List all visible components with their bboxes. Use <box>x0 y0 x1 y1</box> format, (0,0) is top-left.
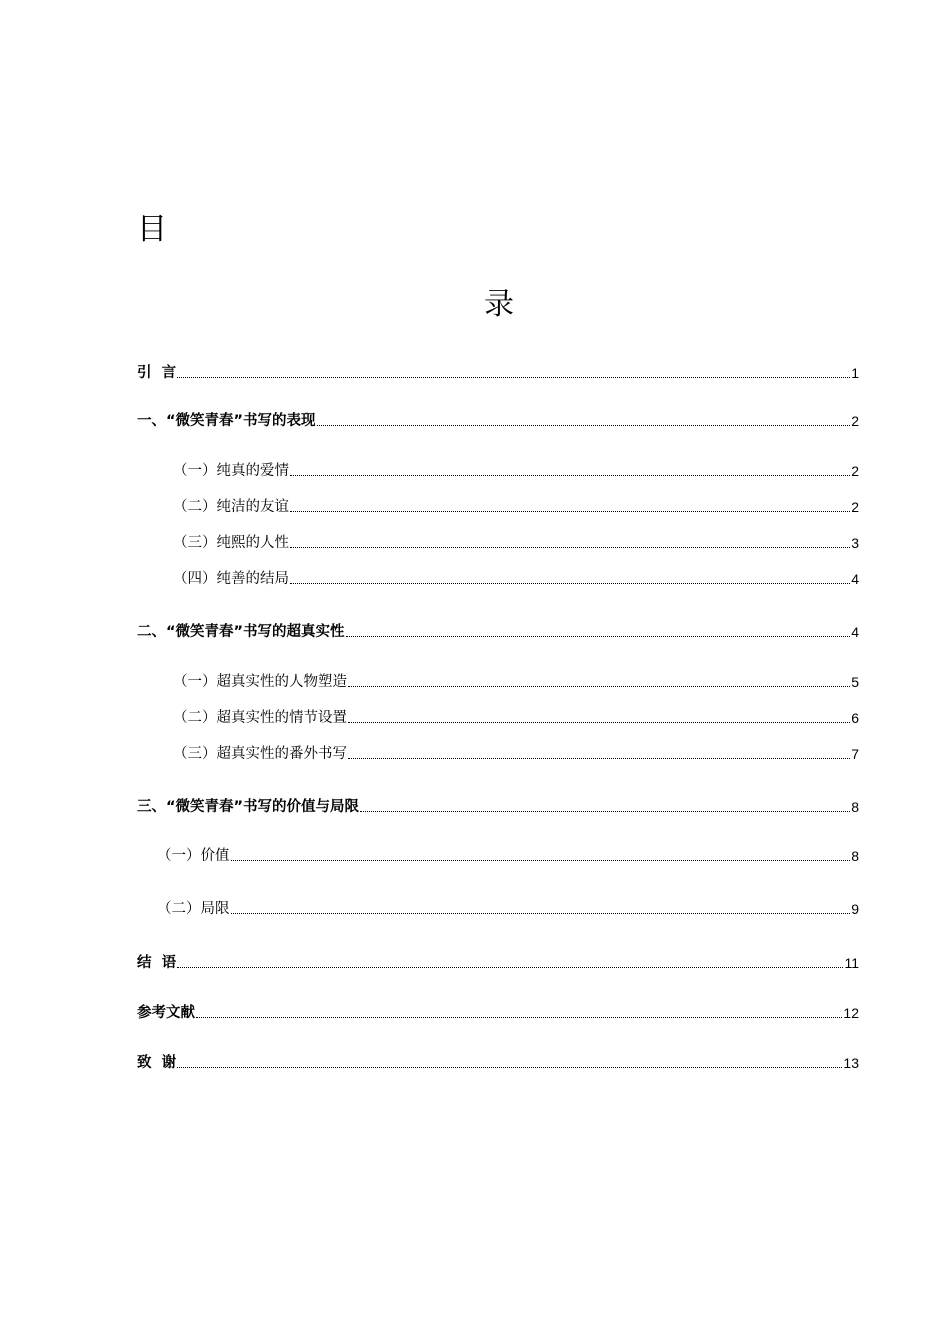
toc-entry-section-1-3[interactable] <box>173 533 859 553</box>
toc-dot-leader <box>317 425 851 426</box>
toc-entry-section-1[interactable] <box>137 411 859 431</box>
toc-entry-page-number: 4 <box>851 624 859 640</box>
toc-entry-section-3-1[interactable] <box>157 846 859 866</box>
toc-entry-page-number: 2 <box>851 413 859 429</box>
toc-entry-page-number: 9 <box>851 901 859 917</box>
toc-dot-leader <box>346 636 851 637</box>
toc-entry-page-number: 6 <box>851 710 859 726</box>
toc-dot-leader <box>348 686 850 687</box>
toc-entry-label: 结 语 <box>137 955 177 971</box>
toc-entry-label: （三）纯熙的人性 <box>173 535 289 551</box>
toc-entry-page-number: 13 <box>843 1055 859 1071</box>
toc-entry-section-3[interactable] <box>137 797 859 817</box>
toc-entry-section-2-1[interactable] <box>173 672 859 692</box>
toc-entry-label: （三）超真实性的番外书写 <box>173 746 347 762</box>
toc-dot-leader <box>290 475 850 476</box>
toc-entry-introduction[interactable] <box>137 363 859 383</box>
toc-entry-page-number: 3 <box>851 535 859 551</box>
toc-dot-leader <box>348 758 850 759</box>
toc-dot-leader <box>196 1017 842 1018</box>
toc-entry-page-number: 8 <box>851 848 859 864</box>
toc-entry-label: 二、“微笑青春”书写的超真实性 <box>137 624 345 640</box>
toc-entry-label: （二）纯洁的友谊 <box>173 499 289 515</box>
toc-entry-acknowledgements[interactable] <box>137 1053 859 1073</box>
toc-entry-page-number: 4 <box>851 571 859 587</box>
toc-entry-section-1-2[interactable] <box>173 497 859 517</box>
toc-entry-label: 三、“微笑青春”书写的价值与局限 <box>137 799 360 815</box>
toc-dot-leader <box>290 511 850 512</box>
toc-entry-page-number: 11 <box>844 955 859 971</box>
toc-entry-page-number: 1 <box>851 365 859 381</box>
toc-entry-section-2-2[interactable] <box>173 708 859 728</box>
toc-dot-leader <box>290 547 850 548</box>
toc-entry-conclusion[interactable] <box>137 953 859 973</box>
toc-entry-section-2-3[interactable] <box>173 744 859 764</box>
toc-entry-label: （一）价值 <box>157 848 230 864</box>
toc-entry-label: 参考文献 <box>137 1005 195 1021</box>
toc-entry-label: （二）超真实性的情节设置 <box>173 710 347 726</box>
toc-entry-label: 一、“微笑青春”书写的表现 <box>137 413 316 429</box>
toc-dot-leader <box>231 913 851 914</box>
toc-title-part-2: 录 <box>484 287 514 322</box>
toc-entry-section-2[interactable] <box>137 622 859 642</box>
toc-entry-label: （一）纯真的爱情 <box>173 463 289 479</box>
toc-entry-section-3-2[interactable] <box>157 899 859 919</box>
toc-entry-references[interactable] <box>137 1003 859 1023</box>
toc-entry-label: 引 言 <box>137 365 177 381</box>
toc-entry-label: （二）局限 <box>157 901 230 917</box>
toc-entry-label: （四）纯善的结局 <box>173 571 289 587</box>
toc-dot-leader <box>290 583 850 584</box>
toc-title-part-1: 目 <box>137 212 167 247</box>
toc-entry-section-1-4[interactable] <box>173 569 859 589</box>
toc-dot-leader <box>360 811 850 812</box>
toc-entry-page-number: 7 <box>851 746 859 762</box>
toc-entry-page-number: 8 <box>851 799 859 815</box>
toc-dot-leader <box>348 722 850 723</box>
toc-entry-label: 致 谢 <box>137 1055 177 1071</box>
toc-entry-page-number: 2 <box>851 499 859 515</box>
toc-entry-page-number: 5 <box>851 674 859 690</box>
toc-dot-leader <box>177 377 850 378</box>
toc-entry-label: （一）超真实性的人物塑造 <box>173 674 347 690</box>
toc-entry-page-number: 12 <box>843 1005 859 1021</box>
toc-dot-leader <box>231 860 851 861</box>
toc-entry-page-number: 2 <box>851 463 859 479</box>
toc-entry-section-1-1[interactable] <box>173 461 859 481</box>
toc-dot-leader <box>177 967 843 968</box>
toc-dot-leader <box>177 1067 842 1068</box>
